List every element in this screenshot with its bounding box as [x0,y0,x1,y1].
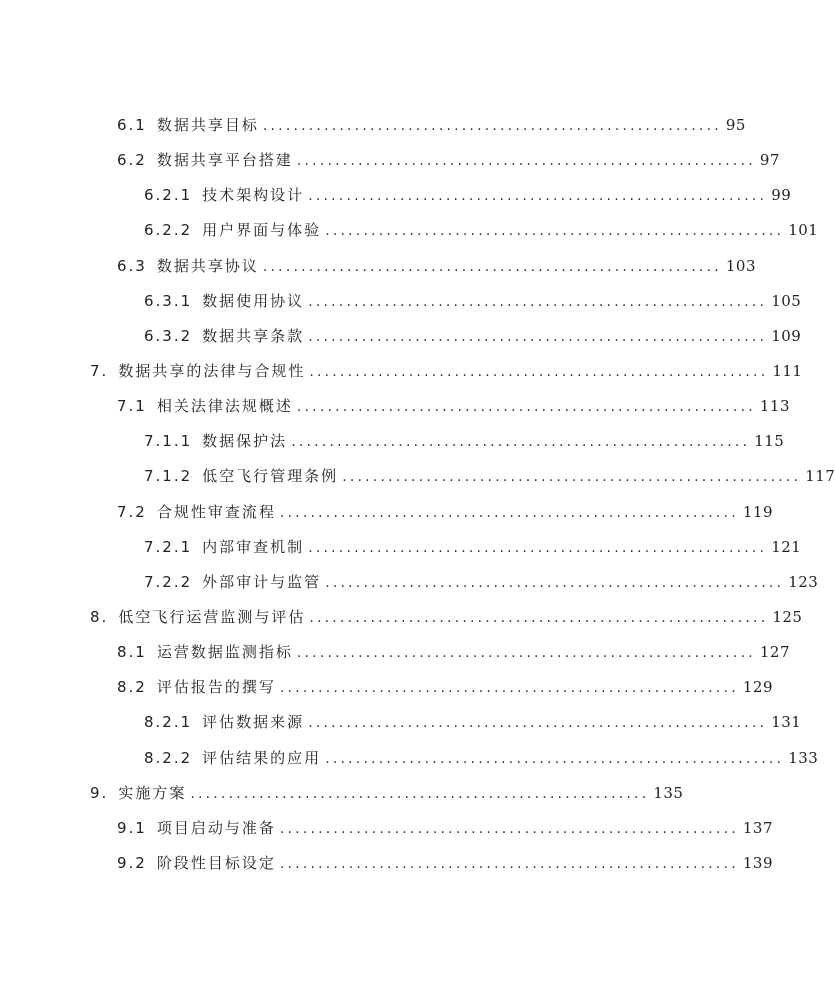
toc-dot-leader: ............................................................ [296,153,756,170]
toc-dot-leader: ............................................................ [308,328,768,345]
toc-entry-title: 评估结果的应用 [202,748,322,767]
toc-entry-number: 6.2.2 [144,221,193,240]
toc-entry-page-number: 115 [754,432,785,451]
toc-entry[interactable] [0,530,802,565]
toc-entry-number: 7.2 [117,502,147,521]
toc-entry-number: 7.2.1 [144,537,193,556]
toc-entry-number: 9. [90,783,109,802]
toc-entry-number: 9.2 [117,853,147,872]
toc-entry-page-number: 131 [771,713,802,732]
toc-entry[interactable] [0,705,802,740]
toc-entry-title: 阶段性目标设定 [156,853,276,872]
toc-entry-number: 7.1 [117,397,147,416]
toc-entry-number: 6.3.2 [144,326,193,345]
toc-entry[interactable] [0,635,791,670]
toc-entry-page-number: 127 [759,643,791,662]
toc-entry[interactable] [0,670,774,705]
toc-entry-page-number: 135 [653,783,684,802]
toc-dot-leader: ............................................................ [279,820,739,837]
toc-entry-number: 6.3 [117,256,147,275]
toc-entry-page-number: 121 [771,537,802,556]
toc-dot-leader: ............................................................ [325,750,785,767]
toc-entry-title: 数据共享目标 [156,116,259,134]
toc-dot-leader: ............................................................ [309,363,769,380]
toc-dot-leader: ............................................................ [190,785,650,802]
toc-entry-page-number: 129 [742,678,774,697]
toc-entry[interactable] [0,424,785,459]
toc-entry-title: 合规性审查流程 [156,502,276,521]
toc-entry-title: 数据共享的法律与合规性 [118,361,306,380]
toc-entry[interactable] [0,600,803,635]
toc-entry-title: 数据共享协议 [156,256,259,275]
toc-dot-leader: ............................................................ [279,855,739,872]
toc-entry[interactable] [0,741,819,776]
toc-entry-title: 外部审计与监管 [202,572,322,591]
toc-entry[interactable] [0,108,765,143]
toc-entry-number: 7.1.2 [144,467,193,486]
toc-entry-number: 8.2.2 [144,748,193,767]
toc-entry-title: 评估数据来源 [202,713,305,732]
toc-dot-leader: ............................................................ [291,434,751,451]
toc-entry-number: 8. [90,607,109,626]
toc-entry[interactable] [0,354,803,389]
toc-dot-leader: ............................................................ [262,258,722,275]
toc-dot-leader: ............................................................ [325,574,785,591]
toc-entry-number: 7.2.2 [144,572,193,591]
toc-entry-page-number: 119 [742,502,774,521]
toc-entry-page-number: 101 [788,221,819,240]
toc-entry-title: 评估报告的撰写 [156,678,276,697]
toc-entry-title: 项目启动与准备 [156,818,276,837]
toc-entry-title: 内部审查机制 [202,537,305,556]
toc-entry-page-number: 109 [771,326,802,345]
toc-entry-title: 相关法律法规概述 [156,397,293,416]
toc-entry-number: 8.1 [117,643,147,662]
toc-dot-leader: ............................................................ [325,223,785,240]
toc-entry[interactable] [0,459,835,494]
toc-entry-number: 6.3.1 [144,291,193,310]
toc-dot-leader: ............................................................ [296,645,756,662]
toc-entry[interactable] [0,143,780,178]
toc-entry-page-number: 139 [742,853,774,872]
toc-entry-title: 用户界面与体验 [202,221,322,240]
toc-entry-page-number: 117 [805,467,835,486]
toc-entry-page-number: 99 [771,186,792,205]
toc-entry-title: 低空飞行管理条例 [202,467,339,486]
toc-entry[interactable] [0,284,802,319]
toc-entry-page-number: 123 [788,572,819,591]
toc-entry-page-number: 95 [725,116,746,134]
toc-dot-leader: ............................................................ [279,504,739,521]
toc-entry-number: 6.2.1 [144,186,193,205]
toc-entry-title: 运营数据监测指标 [156,643,293,662]
toc-dot-leader: ............................................................ [308,293,768,310]
toc-entry-number: 8.2.1 [144,713,193,732]
toc-entry[interactable] [0,249,765,284]
toc-entry-page-number: 111 [772,361,803,380]
toc-entry-number: 7. [90,361,109,380]
toc-dot-leader: ............................................................ [309,609,769,626]
toc-entry-page-number: 133 [788,748,819,767]
toc-entry[interactable] [0,213,819,248]
toc-entry[interactable] [0,178,792,213]
toc-dot-leader: ............................................................ [308,188,768,205]
toc-entry-number: 8.2 [117,678,147,697]
toc-entry-title: 数据保护法 [202,432,288,451]
toc-entry-page-number: 113 [759,397,791,416]
toc-entry-title: 低空飞行运营监测与评估 [118,607,306,626]
toc-entry-number: 6.1 [117,116,147,134]
toc-entry-page-number: 105 [771,291,802,310]
toc-entry-page-number: 103 [725,256,757,275]
toc-entry-title: 实施方案 [118,783,187,802]
toc-entry[interactable] [0,389,791,424]
toc-dot-leader: ............................................................ [308,715,768,732]
table-of-contents [0,108,835,881]
toc-entry-number: 6.2 [117,151,147,170]
toc-dot-leader: ............................................................ [342,469,802,486]
toc-dot-leader: ............................................................ [308,539,768,556]
toc-entry[interactable] [0,776,765,811]
toc-entry[interactable] [0,565,819,600]
toc-dot-leader: ............................................................ [279,680,739,697]
toc-dot-leader: ............................................................ [296,399,756,416]
toc-dot-leader: ............................................................ [262,118,722,134]
toc-entry[interactable] [0,846,774,881]
toc-entry-page-number: 97 [759,151,780,170]
toc-entry-title: 数据使用协议 [202,291,305,310]
toc-entry[interactable] [0,319,802,354]
toc-entry-number: 9.1 [117,818,147,837]
toc-entry-page-number: 137 [742,818,774,837]
toc-entry-title: 技术架构设计 [202,186,305,205]
toc-entry-title: 数据共享平台搭建 [156,151,293,170]
toc-entry[interactable] [0,495,774,530]
toc-entry-number: 7.1.1 [144,432,193,451]
toc-entry[interactable] [0,811,774,846]
toc-entry-title: 数据共享条款 [202,326,305,345]
toc-entry-page-number: 125 [772,607,803,626]
